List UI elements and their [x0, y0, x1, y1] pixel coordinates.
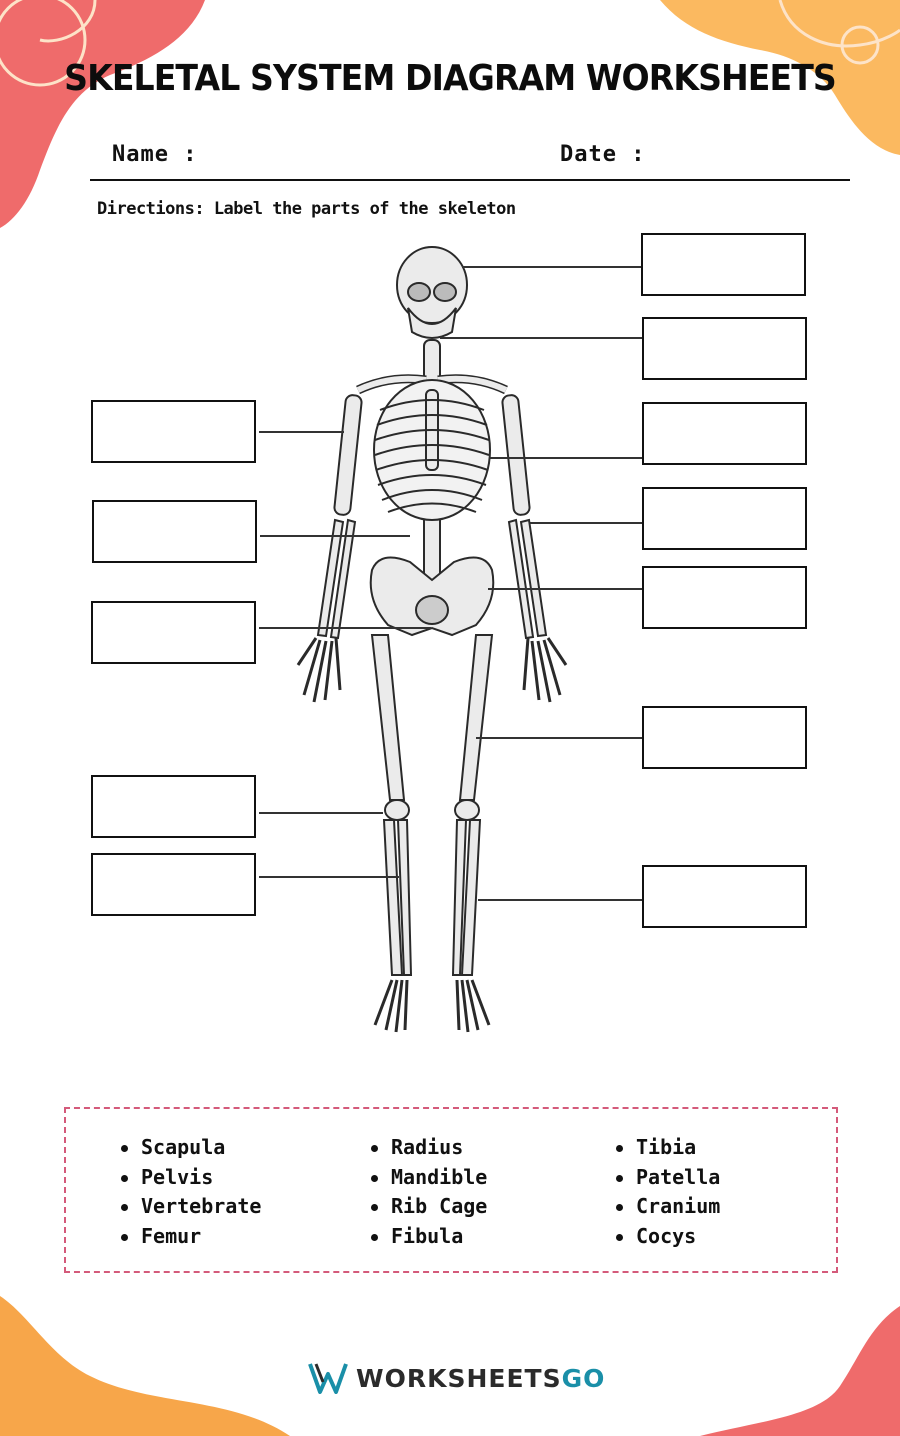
word-bank-term: Radius [391, 1135, 464, 1159]
list-item [121, 1222, 261, 1252]
leader-line-cranium [462, 266, 642, 268]
word-bank-term: Vertebrate [141, 1194, 262, 1218]
word-bank-term: Rib Cage [391, 1194, 488, 1218]
list-item [371, 1163, 487, 1193]
answer-box-right-7[interactable] [642, 865, 807, 928]
leader-line-fibula [478, 899, 642, 901]
leader-line-radius [530, 522, 642, 524]
answer-box-right-2[interactable] [642, 317, 807, 380]
word-bank-column-2 [371, 1133, 487, 1251]
directions-text: Directions: Label the parts of the skeleton [97, 199, 516, 219]
bottom-right-decoration [700, 1306, 900, 1436]
answer-box-left-2[interactable] [92, 500, 257, 563]
word-bank-term: Patella [636, 1164, 721, 1189]
leader-line-patella [259, 812, 383, 814]
answer-box-right-3[interactable] [642, 402, 807, 465]
answer-box-right-1[interactable] [641, 233, 806, 296]
logo-text-worksheets: WORKSHEETS [356, 1363, 562, 1393]
word-bank-term: Mandible [391, 1164, 488, 1189]
answer-box-right-4[interactable] [642, 487, 807, 550]
list-item [616, 1133, 720, 1163]
top-left-decoration [0, 0, 220, 230]
answer-box-right-6[interactable] [642, 706, 807, 769]
leader-line-mandible [440, 337, 642, 339]
list-item [371, 1222, 487, 1252]
list-item [371, 1133, 487, 1163]
leader-line-pelvis [488, 588, 642, 590]
word-bank-term: Pelvis [141, 1164, 214, 1189]
leader-line-femur [476, 737, 642, 739]
bottom-left-decoration [0, 1296, 300, 1436]
answer-box-left-1[interactable] [91, 400, 256, 463]
page-title: SKELETAL SYSTEM DIAGRAM WORKSHEETS [64, 58, 836, 99]
list-item [121, 1133, 261, 1163]
worksheetsgo-logo[interactable] [308, 1360, 605, 1396]
word-bank-column-3 [616, 1133, 720, 1251]
list-item [121, 1192, 261, 1222]
answer-box-left-5[interactable] [91, 853, 256, 916]
logo-text-go: GO [561, 1363, 606, 1393]
word-bank-term: Scapula [141, 1135, 226, 1159]
answer-box-left-3[interactable] [91, 601, 256, 664]
name-label: Name : [112, 142, 198, 167]
leader-line-vertebrae [260, 535, 410, 537]
list-item [371, 1192, 487, 1222]
leader-line-scapula [259, 431, 344, 433]
word-bank-term: Cranium [636, 1194, 721, 1218]
answer-box-left-4[interactable] [91, 775, 256, 838]
word-bank-column-1 [121, 1133, 261, 1251]
leader-line-ribcage [490, 457, 642, 459]
header-divider [90, 179, 850, 181]
leader-line-tibia [259, 876, 399, 878]
date-label: Date : [560, 142, 646, 167]
list-item [121, 1163, 261, 1193]
word-bank-term: Cocys [636, 1223, 697, 1248]
list-item [616, 1192, 720, 1222]
word-bank-term: Fibula [391, 1223, 464, 1248]
answer-box-right-5[interactable] [642, 566, 807, 629]
leader-line-coccyx [259, 627, 431, 629]
list-item [616, 1163, 720, 1193]
list-item [616, 1222, 720, 1252]
word-bank-term: Femur [141, 1223, 202, 1248]
w-logo-icon [308, 1362, 348, 1394]
word-bank-term: Tibia [636, 1135, 697, 1159]
skeleton-illustration [280, 240, 590, 1040]
